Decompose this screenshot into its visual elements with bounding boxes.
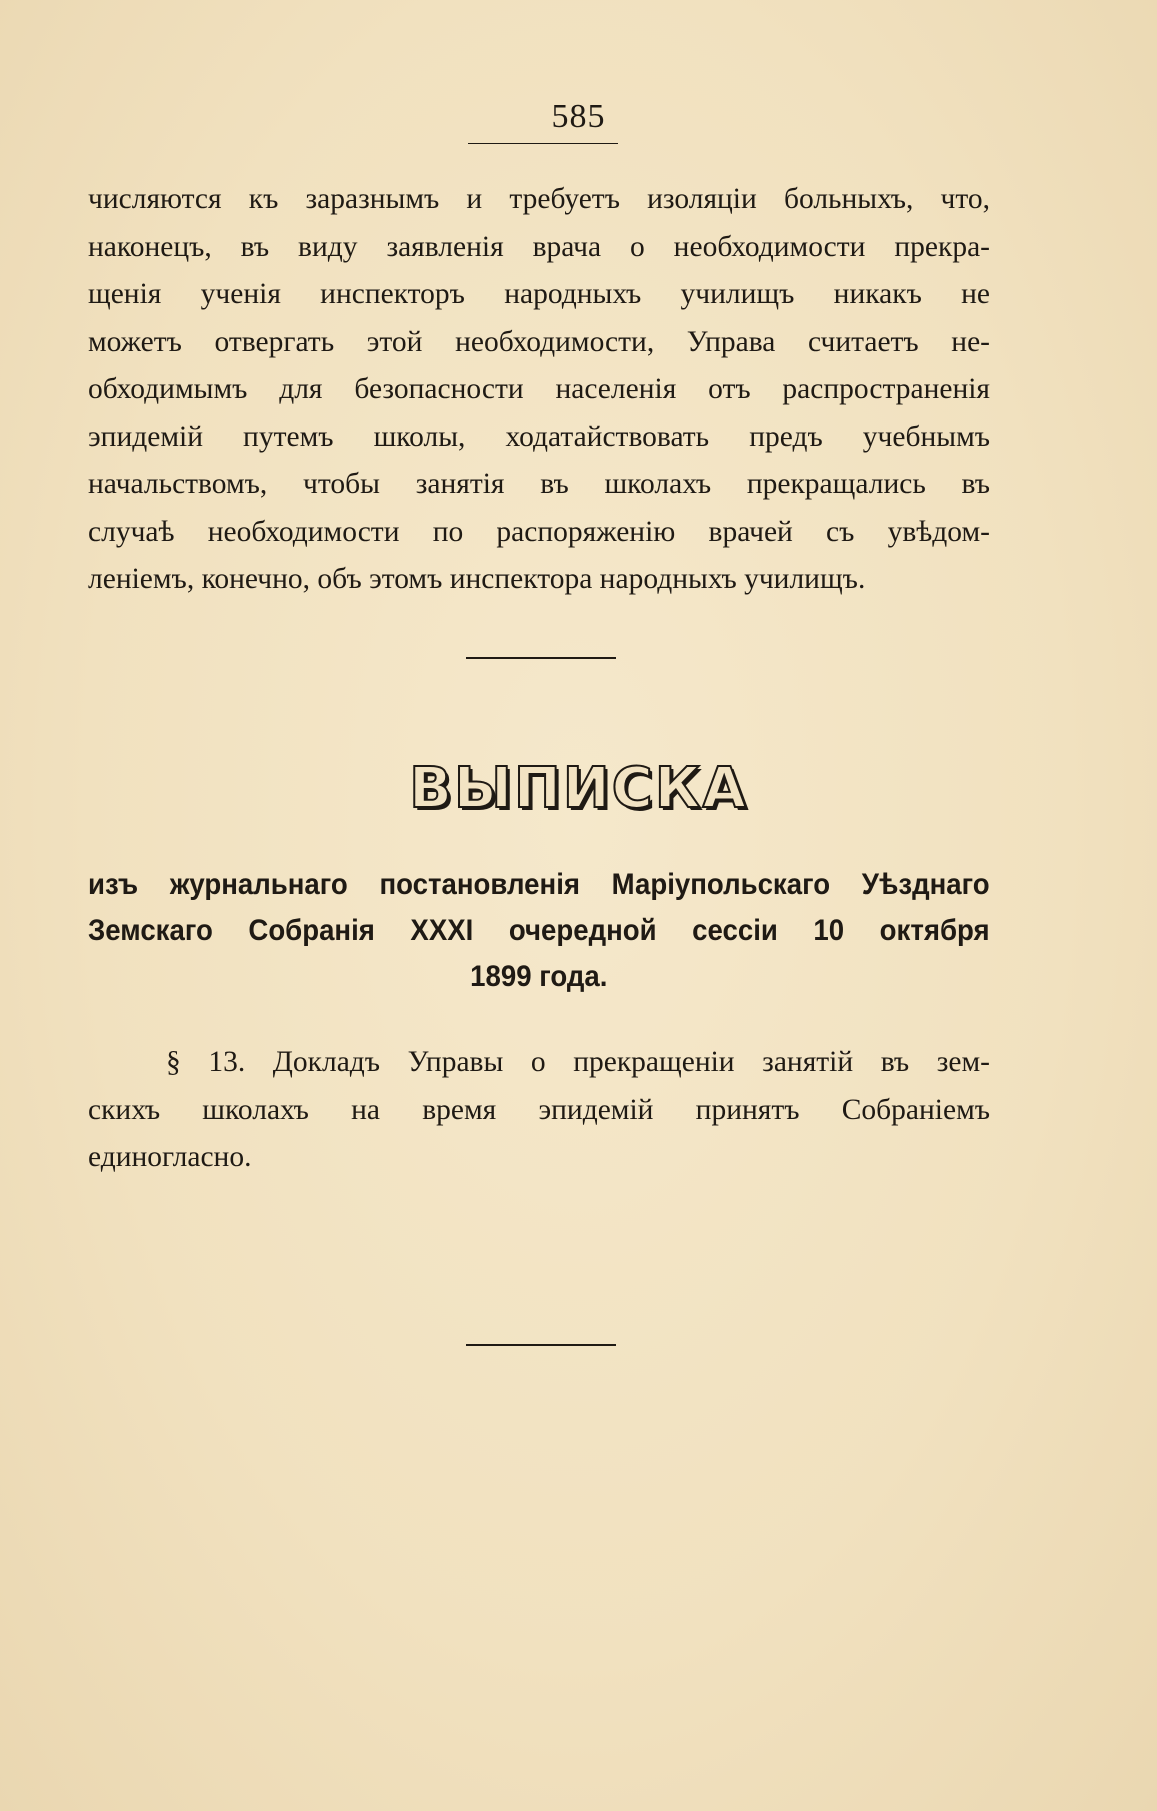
page-number-rule [468,143,618,144]
text-line: скихъ школахъ на время эпидемій принятъ Собраніемъ [88,1093,990,1126]
end-divider [466,1344,616,1346]
section-subheading [88,862,990,1000]
text-line: § 13. Докладъ Управы о прекращеніи занятій въ зем- [166,1046,990,1078]
text-line: обходимымъ для безопасности населенія отъ распространенія [88,373,990,405]
top-paragraph [88,176,990,604]
text-line: щенія ученія инспекторъ народныхъ училищъ никакъ не [88,278,990,310]
text-line: начальствомъ, чтобы занятія въ школахъ прекращались въ [88,468,990,500]
subheading-line: Земскаго Собранія XXXI очередной сессіи 10 октября [88,914,990,947]
text-line: наконецъ, въ виду заявленія врача о необходимости прекра- [88,230,990,263]
subheading-line: 1899 года. [470,960,608,993]
page-number: 585 [551,98,606,135]
text-line: числяются къ заразнымъ и требуетъ изоляціи больныхъ, что, [88,183,990,215]
text-line: можетъ отвергать этой необходимости, Управа считаетъ не- [88,325,990,358]
text-line: леніемъ, конечно, объ этомъ инспектора народныхъ училищъ. [88,563,866,595]
text-line: единогласно. [88,1141,252,1173]
text-line: эпидемій путемъ школы, ходатайствовать предъ учебнымъ [88,420,990,453]
section-divider [466,657,616,659]
resolution-paragraph [88,1039,990,1182]
section-heading: ВЫПИСКА [409,756,748,821]
subheading-line: изъ журнальнаго постановленія Маріупольскаго Уѣзднаго [88,868,990,901]
text-line: случаѣ необходимости по распоряженію врачей съ увѣдом- [88,515,990,548]
